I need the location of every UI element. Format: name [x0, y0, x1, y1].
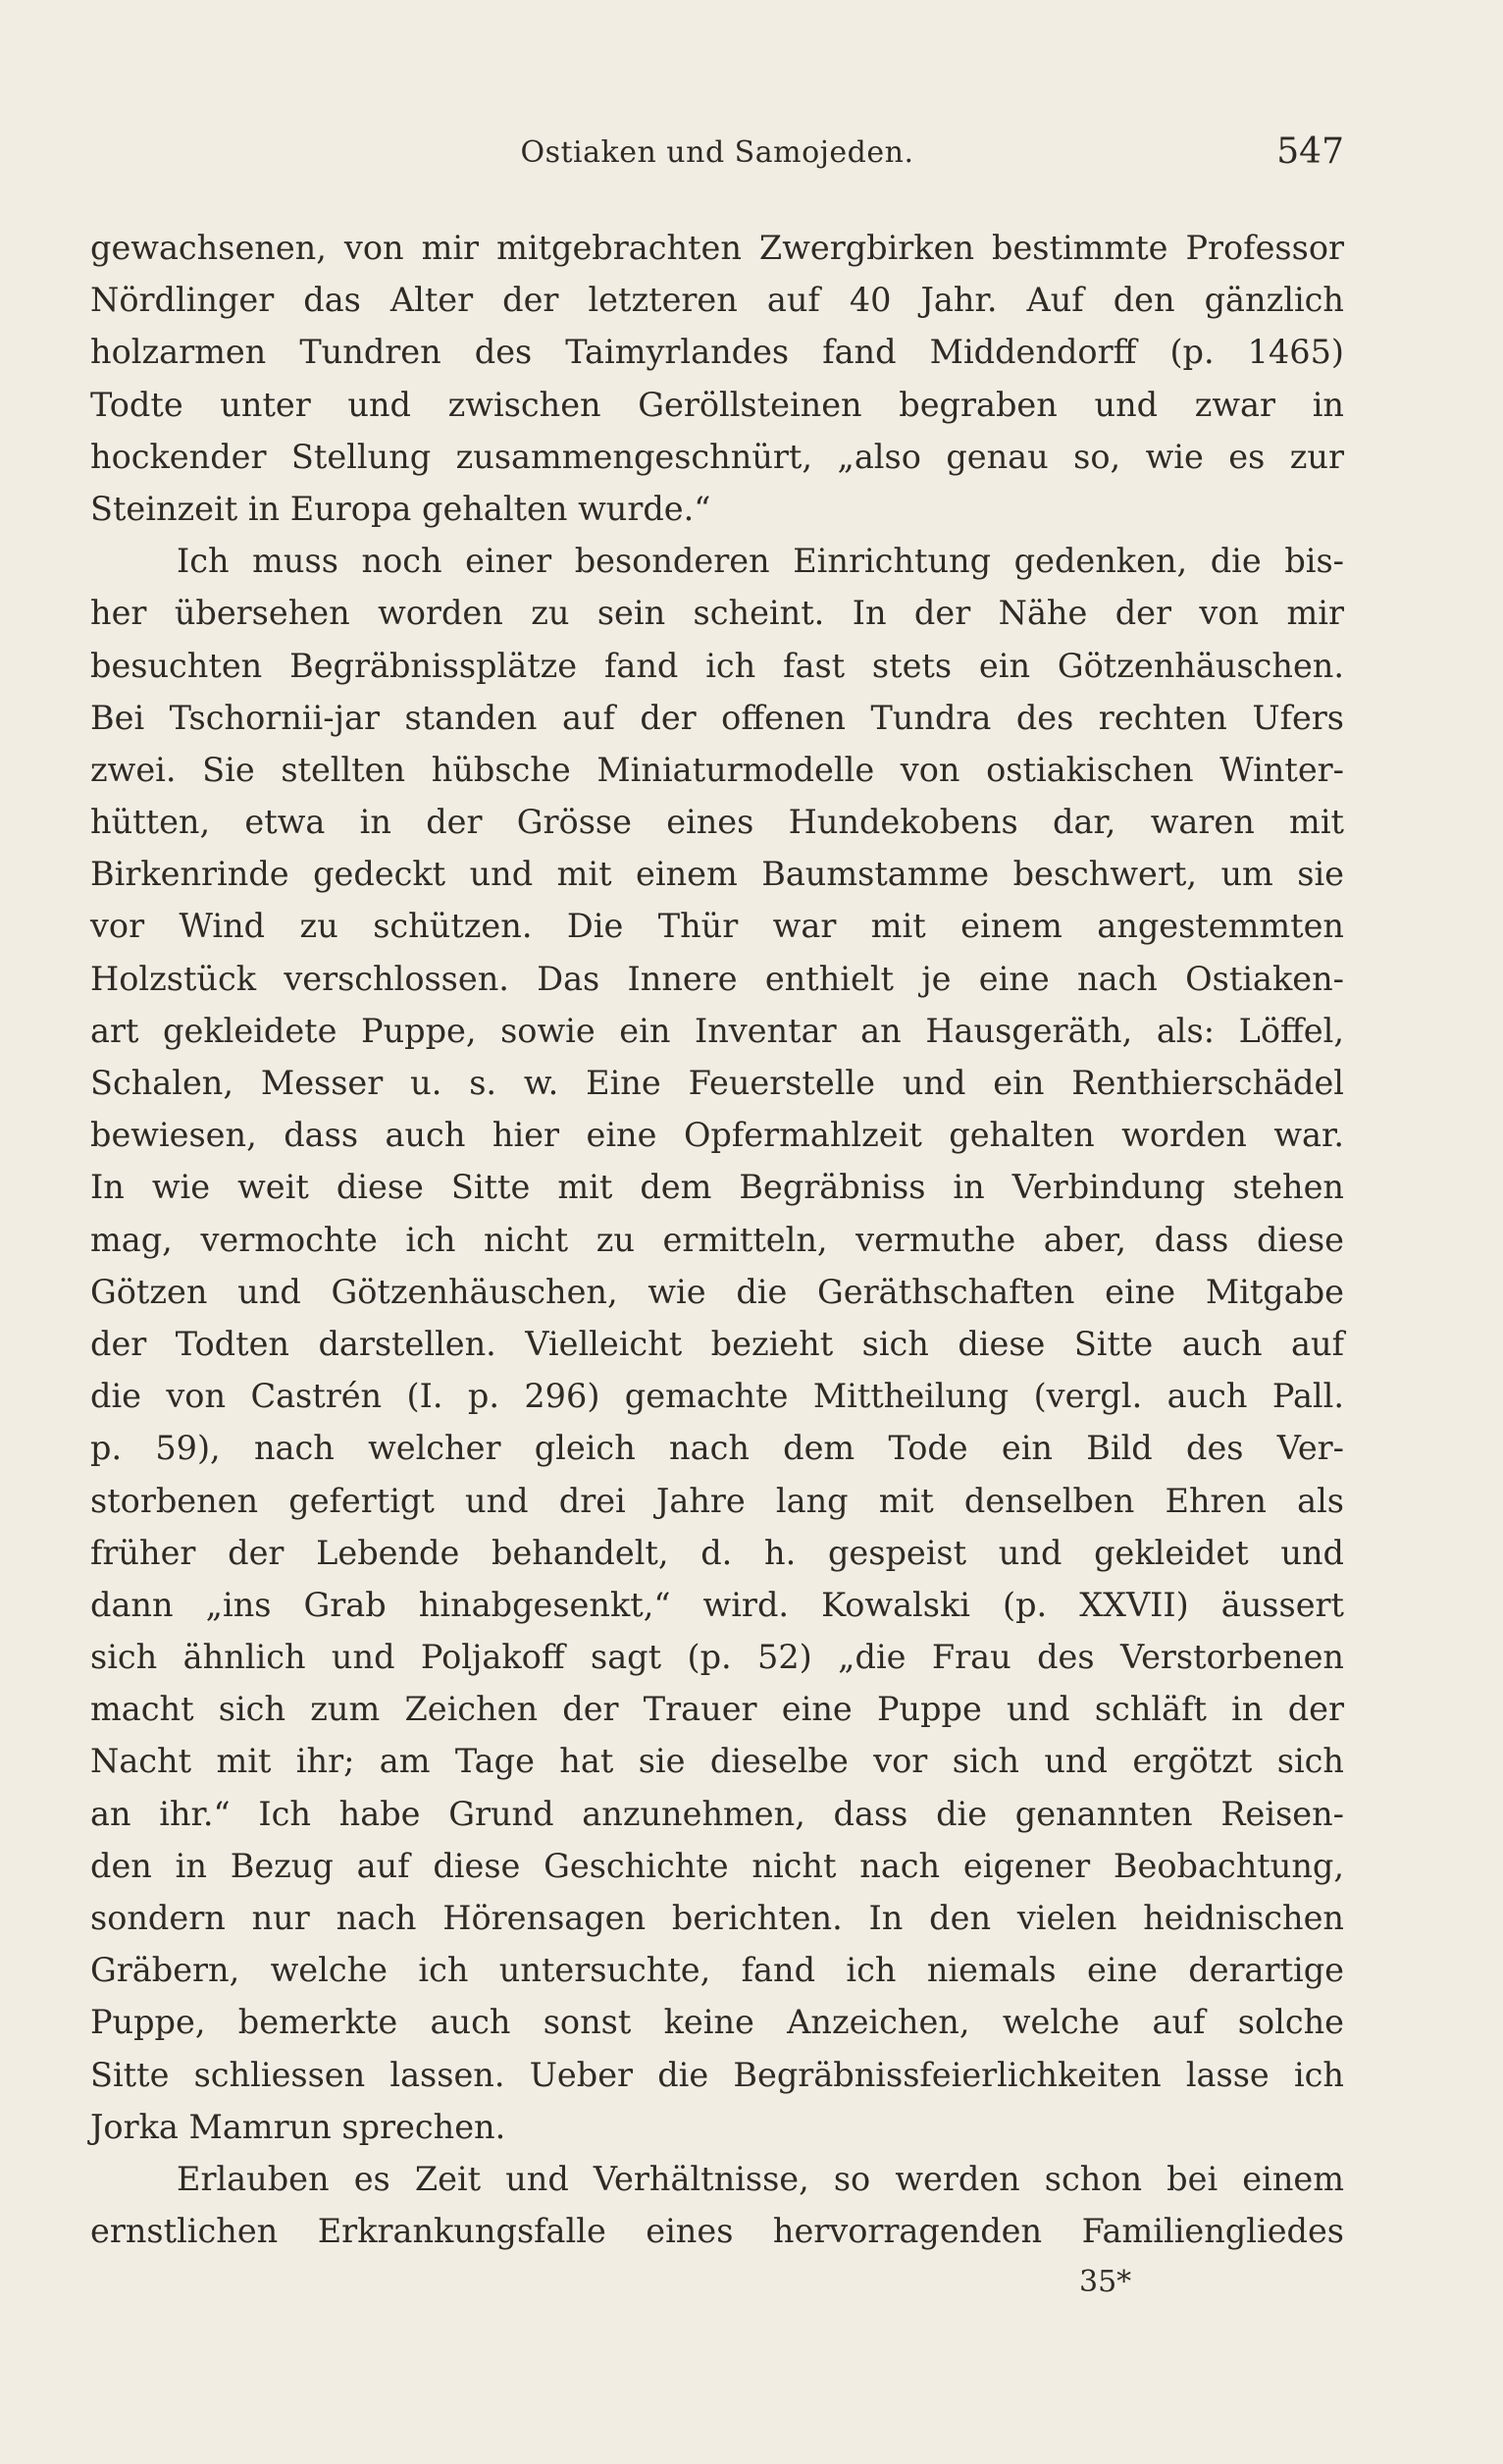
running-head — [90, 131, 1344, 184]
text-line: Gräbern, welche ich untersuchte, fand ich niemals eine derartige — [90, 1951, 1344, 1990]
text-line: Götzen und Götzenhäuschen, wie die Geräthschaften eine Mitgabe — [90, 1272, 1344, 1311]
text-line: macht sich zum Zeichen der Trauer eine Puppe und schläft in der — [90, 1690, 1344, 1729]
text-line: Nacht mit ihr; am Tage hat sie dieselbe vor sich und ergötzt sich — [90, 1742, 1344, 1781]
text-line: bewiesen, dass auch hier eine Opfermahlzeit gehalten worden war. — [90, 1116, 1344, 1155]
text-line: den in Bezug auf diese Geschichte nicht nach eigener Beobachtung, — [90, 1846, 1344, 1885]
text-line: Todte unter und zwischen Geröllsteinen begraben und zwar in — [90, 385, 1344, 424]
signature-mark: 35* — [1079, 2265, 1132, 2299]
text-line: Nördlinger das Alter der letzteren auf 40 Jahr. Auf den gänzlich — [90, 281, 1344, 320]
text-line: dann „ins Grab hinabgesenkt,“ wird. Kowalski (p. XXVII) äussert — [90, 1585, 1344, 1624]
text-line: sich ähnlich und Poljakoff sagt (p. 52) „die Frau des Verstorbenen — [90, 1638, 1344, 1677]
text-line: mag, vermochte ich nicht zu ermitteln, vermuthe aber, dass diese — [90, 1220, 1344, 1259]
text-line: Erlauben es Zeit und Verhältnisse, so werden schon bei einem — [177, 2159, 1344, 2198]
text-line: hockender Stellung zusammengeschnürt, „also genau so, wie es zur — [90, 437, 1344, 476]
text-line: her übersehen worden zu sein scheint. In der Nähe der von mir — [90, 594, 1344, 633]
text-line: früher der Lebende behandelt, d. h. gespeist und gekleidet und — [90, 1533, 1344, 1572]
text-line: Birkenrinde gedeckt und mit einem Baumstamme beschwert, um sie — [90, 855, 1344, 894]
text-line: ernstlichen Erkrankungsfalle eines hervorragenden Familiengliedes — [90, 2212, 1344, 2251]
text-line: die von Castrén (I. p. 296) gemachte Mittheilung (vergl. auch Pall. — [90, 1377, 1344, 1416]
text-line: sondern nur nach Hörensagen berichten. In den vielen heidnischen — [90, 1899, 1344, 1937]
body-text — [90, 222, 1344, 2257]
text-line: vor Wind zu schützen. Die Thür war mit einem angestemmten — [90, 907, 1344, 946]
text-line: Ich muss noch einer besonderen Einrichtung gedenken, die bis- — [177, 542, 1344, 581]
text-line: an ihr.“ Ich habe Grund anzunehmen, dass die genannten Reisen- — [90, 1794, 1344, 1833]
running-title: Ostiaken und Samojeden. — [520, 135, 914, 170]
text-line: gewachsenen, von mir mitgebrachten Zwergbirken bestimmte Professor — [90, 229, 1344, 267]
text-line: holzarmen Tundren des Taimyrlandes fand Middendorff (p. 1465) — [90, 333, 1344, 372]
text-line: In wie weit diese Sitte mit dem Begräbniss in Verbindung stehen — [90, 1168, 1344, 1207]
text-line: Bei Tschornii-jar standen auf der offenen Tundra des rechten Ufers — [90, 698, 1344, 737]
text-line: Sitte schliessen lassen. Ueber die Begräbnissfeierlichkeiten lasse ich — [90, 2055, 1344, 2094]
text-line: hütten, etwa in der Grösse eines Hundekobens dar, waren mit — [90, 803, 1344, 842]
text-line: art gekleidete Puppe, sowie ein Inventar an Hausgeräth, als: Löffel, — [90, 1011, 1344, 1050]
text-line: der Todten darstellen. Vielleicht bezieht sich diese Sitte auch auf — [90, 1324, 1344, 1363]
text-line: Puppe, bemerkte auch sonst keine Anzeichen, welche auf solche — [90, 2003, 1344, 2042]
text-line: Jorka Mamrun sprechen. — [90, 2107, 506, 2146]
page-number: 547 — [1276, 131, 1344, 172]
text-line: storbenen gefertigt und drei Jahre lang mit denselben Ehren als — [90, 1481, 1344, 1520]
text-line: besuchten Begräbnissplätze fand ich fast stets ein Götzenhäuschen. — [90, 646, 1344, 685]
text-line: Schalen, Messer u. s. w. Eine Feuerstelle und ein Renthierschädel — [90, 1064, 1344, 1102]
text-line: Steinzeit in Europa gehalten wurde.“ — [90, 489, 711, 528]
text-line: Holzstück verschlossen. Das Innere enthielt je eine nach Ostiaken- — [90, 959, 1344, 998]
text-line: zwei. Sie stellten hübsche Miniaturmodelle von ostiakischen Winter- — [90, 750, 1344, 789]
text-line: p. 59), nach welcher gleich nach dem Tode ein Bild des Ver- — [90, 1429, 1344, 1468]
